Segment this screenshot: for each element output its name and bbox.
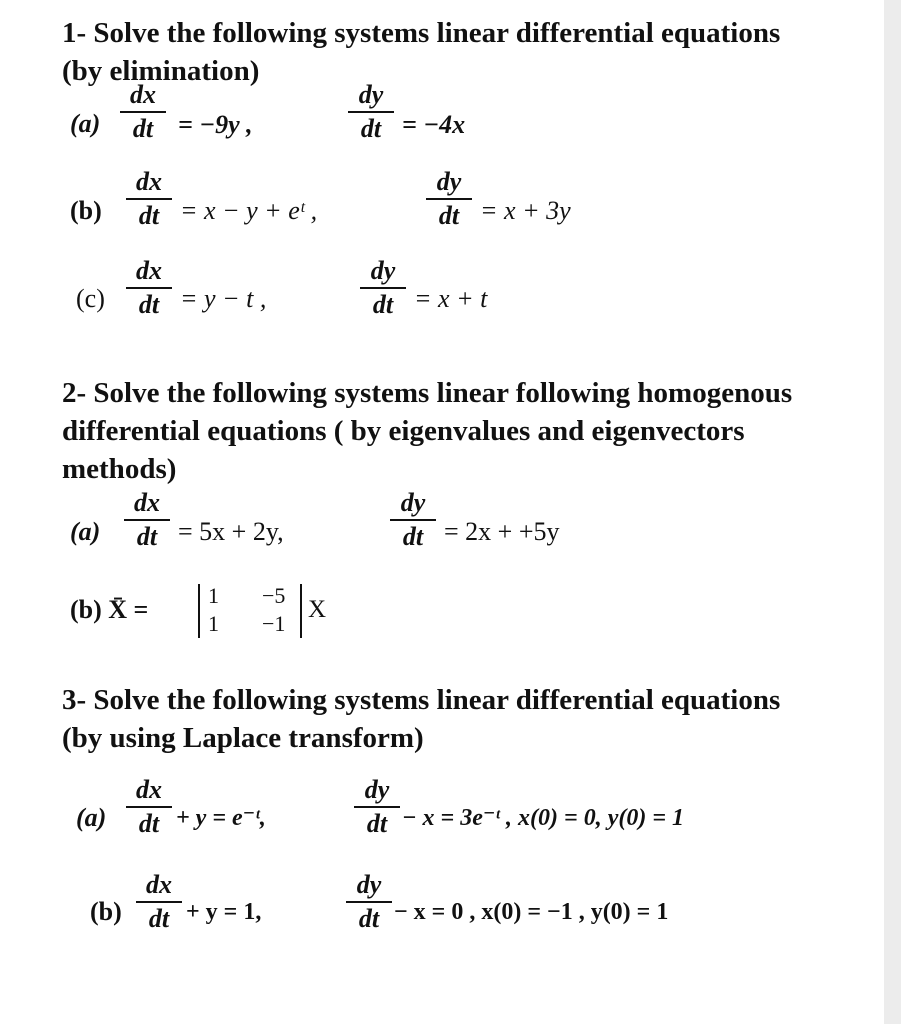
- q1a-dxdt: [120, 80, 166, 144]
- q1b-rhs1: = x − y + eᵗ ,: [180, 196, 318, 225]
- q3-heading: [62, 681, 780, 757]
- fraction-numerator: dy: [364, 775, 390, 804]
- q2a-dxdt: [124, 488, 170, 552]
- fraction-bar: [346, 901, 392, 903]
- q1a-rhs2: = −4x: [402, 110, 466, 139]
- fraction-bar: [124, 519, 170, 521]
- fraction-bar: [348, 111, 394, 113]
- q2a-dydt: [390, 488, 436, 552]
- fraction-bar: [360, 287, 406, 289]
- fraction-numerator: dx: [136, 256, 162, 285]
- q3a-rhs1: + y = e⁻ᵗ,: [176, 805, 266, 831]
- q1b-dydt: [426, 167, 472, 231]
- q1b-dxdt: [126, 167, 172, 231]
- fraction-numerator: dx: [130, 80, 156, 109]
- fraction-denominator: dt: [372, 290, 394, 319]
- fraction-bar: [126, 806, 172, 808]
- matrix-cell: 1: [208, 583, 219, 608]
- q1-heading-line1: 1- Solve the following systems linear differential equations: [62, 17, 781, 49]
- q2a-rhs1: = 5x + 2y,: [178, 517, 284, 546]
- fraction-bar: [126, 198, 172, 200]
- fraction-denominator: dt: [138, 201, 160, 230]
- fraction-numerator: dx: [146, 870, 172, 899]
- fraction-denominator: dt: [438, 201, 460, 230]
- fraction-numerator: dy: [436, 167, 462, 196]
- q3a-dydt: [354, 775, 400, 839]
- fraction-denominator: dt: [132, 114, 154, 143]
- q2-heading-line3: methods): [62, 453, 177, 485]
- fraction-denominator: dt: [366, 809, 388, 838]
- fraction-numerator: dy: [356, 870, 382, 899]
- q3a-rhs2: − x = 3e⁻ᵗ , x(0) = 0, y(0) = 1: [402, 805, 685, 831]
- q1b-rhs2: = x + 3y: [480, 196, 571, 225]
- determinant-bar-right: [300, 584, 302, 638]
- q3a-dxdt: [126, 775, 172, 839]
- q3b-rhs1: + y = 1,: [186, 899, 262, 925]
- q1b-label: (b): [70, 196, 102, 225]
- fraction-numerator: dx: [136, 775, 162, 804]
- q3b-label: (b): [90, 897, 122, 926]
- q3b-rhs2: − x = 0 , x(0) = −1 , y(0) = 1: [394, 899, 669, 925]
- fraction-bar: [136, 901, 182, 903]
- q1c-rhs1: = y − t ,: [180, 284, 267, 313]
- q1c-label: (c): [76, 284, 105, 313]
- fraction-denominator: dt: [360, 114, 382, 143]
- fraction-denominator: dt: [148, 904, 170, 933]
- q3-heading-line1: 3- Solve the following systems linear differential equations: [62, 684, 781, 716]
- fraction-denominator: dt: [358, 904, 380, 933]
- q3-heading-line2: (by using Laplace transform): [62, 722, 424, 754]
- q2a-label: (a): [70, 517, 101, 546]
- q3b-dxdt: [136, 870, 182, 934]
- q2b-label: (b) X̄ =: [70, 595, 149, 624]
- q1c-dydt: [360, 256, 406, 320]
- q1a-dydt: [348, 80, 394, 144]
- fraction-bar: [426, 198, 472, 200]
- q1-heading: [62, 14, 780, 90]
- fraction-numerator: dy: [370, 256, 396, 285]
- fraction-numerator: dx: [134, 488, 160, 517]
- q2-heading-line1: 2- Solve the following systems linear following homogenous: [62, 377, 793, 409]
- fraction-denominator: dt: [138, 290, 160, 319]
- matrix-cell: 1: [208, 611, 219, 636]
- q1-heading-line2: (by elimination): [62, 55, 260, 87]
- fraction-bar: [120, 111, 166, 113]
- determinant-bar-left: [198, 584, 200, 638]
- q1a-rhs1: = −9y ,: [178, 110, 253, 139]
- fraction-numerator: dy: [400, 488, 426, 517]
- vector-x: X: [308, 596, 327, 623]
- q1c-rhs2: = x + t: [414, 284, 488, 313]
- fraction-denominator: dt: [136, 522, 158, 551]
- matrix-cell: −5: [262, 583, 286, 608]
- fraction-denominator: dt: [138, 809, 160, 838]
- q3a-label: (a): [76, 803, 107, 832]
- q2a-rhs2: = 2x + +5y: [444, 517, 560, 546]
- q2b-matrix: [196, 580, 326, 642]
- q2-heading-line2: differential equations ( by eigenvalues and eigenvectors: [62, 415, 745, 447]
- q1a-label: (a): [70, 109, 101, 138]
- q3b-dydt: [346, 870, 392, 934]
- fraction-numerator: dy: [358, 80, 384, 109]
- fraction-bar: [126, 287, 172, 289]
- fraction-numerator: dx: [136, 167, 162, 196]
- fraction-denominator: dt: [402, 522, 424, 551]
- fraction-bar: [390, 519, 436, 521]
- matrix-cell: −1: [262, 611, 286, 636]
- fraction-bar: [354, 806, 400, 808]
- q2-heading: [62, 374, 792, 488]
- q1c-dxdt: [126, 256, 172, 320]
